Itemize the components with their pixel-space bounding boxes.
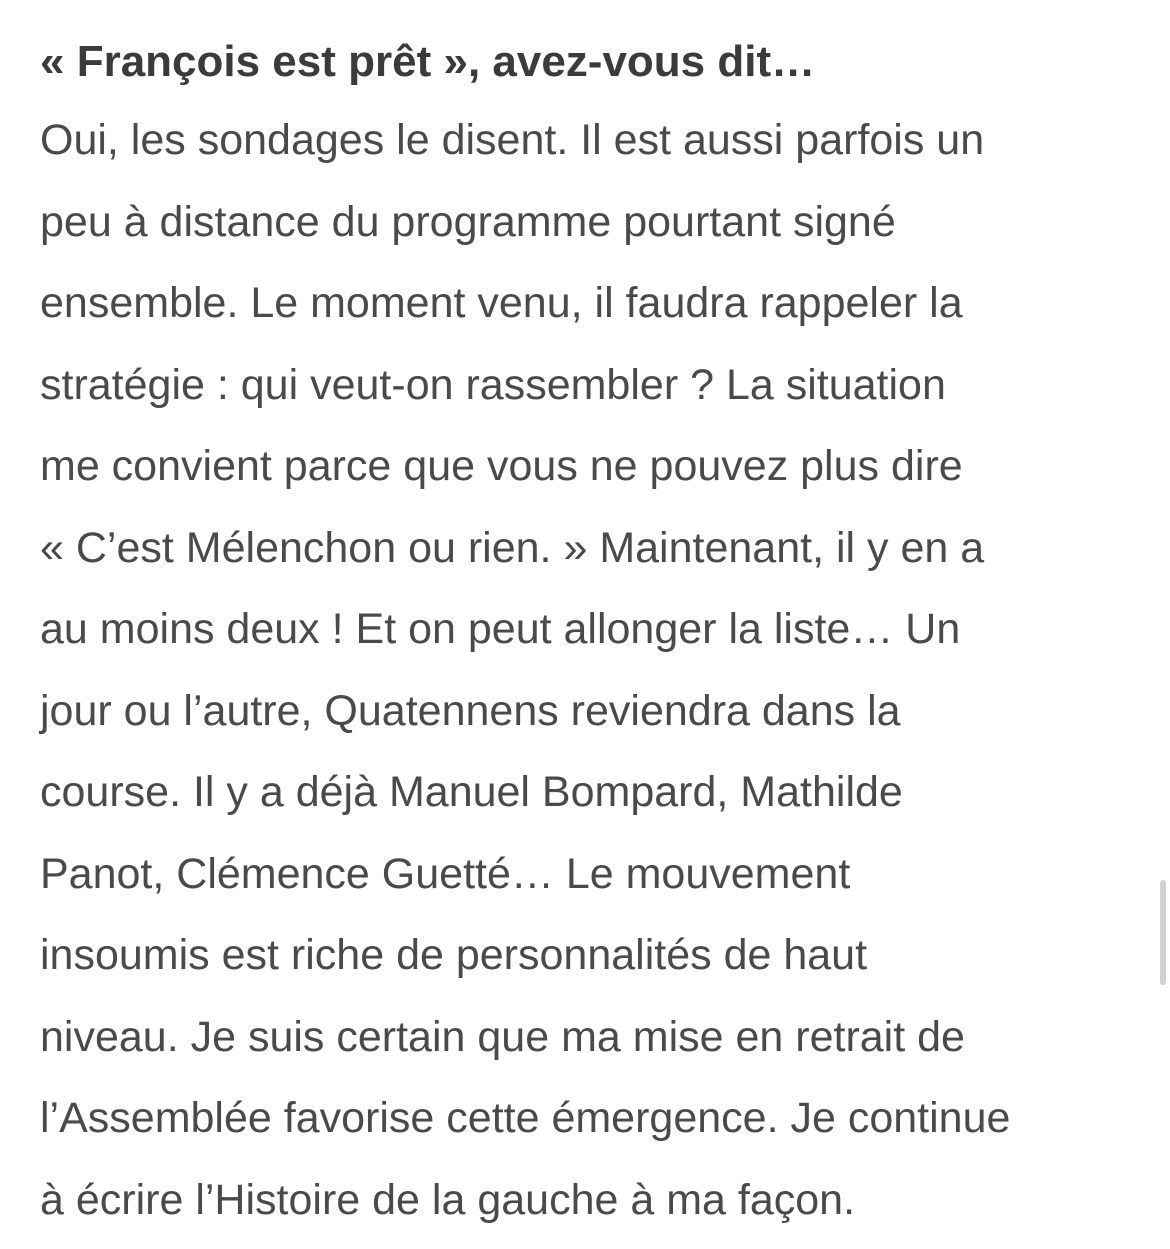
answer-line: l’Assemblée favorise cette émergence. Je continue <box>40 1094 1011 1142</box>
answer-line: stratégie : qui veut-on rassembler ? La situation <box>40 360 946 409</box>
interview-question: « François est prêt », avez-vous dit… <box>40 37 816 86</box>
answer-line: à écrire l’Histoire de la gauche à ma façon. <box>40 1175 856 1224</box>
answer-line: « C’est Mélenchon ou rien. » Maintenant, il y en a <box>40 523 985 572</box>
answer-line: course. Il y a déjà Manuel Bompard, Mathilde <box>40 768 903 816</box>
answer-line: Panot, Clémence Guetté… Le mouvement <box>40 849 851 898</box>
answer-line: peu à distance du programme pourtant signé <box>40 197 896 246</box>
article-body <box>40 30 1150 1241</box>
answer-line: me convient parce que vous ne pouvez plus dire <box>40 442 963 490</box>
answer-line: au moins deux ! Et on peut allonger la liste… Un <box>40 605 961 653</box>
answer-line: Oui, les sondages le disent. Il est aussi parfois un <box>40 116 985 164</box>
interview-answer <box>40 100 1150 1241</box>
answer-line: niveau. Je suis certain que ma mise en retrait de <box>40 1012 965 1061</box>
scrollbar[interactable] <box>1160 880 1166 985</box>
answer-line: insoumis est riche de personnalités de haut <box>40 931 868 979</box>
answer-line: ensemble. Le moment venu, il faudra rappeler la <box>40 279 963 327</box>
answer-line: jour ou l’autre, Quatennens reviendra dans la <box>40 686 901 735</box>
